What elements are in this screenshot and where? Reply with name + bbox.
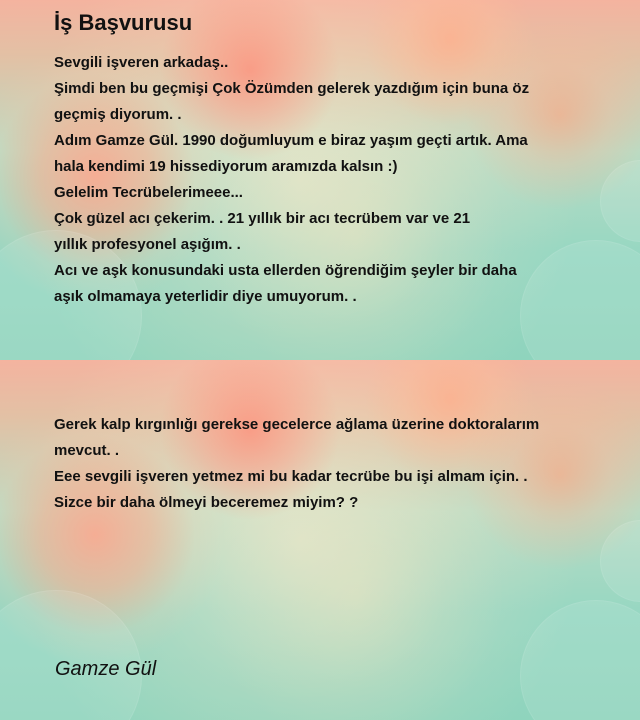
poem-title: İş Başvurusu [54,10,193,35]
poem-line: Sevgili işveren arkadaş.. [54,54,229,71]
poem-card-bottom [0,360,640,720]
poem-line: aşık olmamaya yeterlidir diye umuyorum. . [54,288,357,305]
poem-line: hala kendimi 19 hissediyorum aramızda kalsın :) [54,158,398,175]
poem-line: Adım Gamze Gül. 1990 doğumluyum e biraz yaşım geçti artık. Ama [54,132,528,149]
poem-body-part-2 [54,412,614,516]
poem-line: mevcut. . [54,442,120,459]
poem-line: yıllık profesyonel aşığım. . [54,236,241,253]
bokeh-bubble [600,520,640,602]
poem-line: Sizce bir daha ölmeyi beceremez miyim? ? [54,494,359,511]
bokeh-bubble [520,600,640,720]
bokeh-bubble [0,590,142,720]
poem-line: Eee sevgili işveren yetmez mi bu kadar tecrübe bu işi almam için. . [54,468,528,485]
poem-line: Şimdi ben bu geçmişi Çok Özümden gelerek yazdığım için buna öz [54,80,530,97]
poem-author: Gamze Gül [55,658,157,680]
poem-line: Çok güzel acı çekerim. . 21 yıllık bir acı tecrübem var ve 21 [54,210,471,227]
poem-line: geçmiş diyorum. . [54,106,182,123]
poem-line: Gelelim Tecrübelerimeee... [54,184,243,201]
poem-line: Gerek kalp kırgınlığı gerekse gecelerce ağlama üzerine doktoralarım [54,416,540,433]
poem-line: Acı ve aşk konusundaki usta ellerden öğrendiğim şeyler bir daha [54,262,517,279]
poem-body-part-1 [54,50,614,310]
